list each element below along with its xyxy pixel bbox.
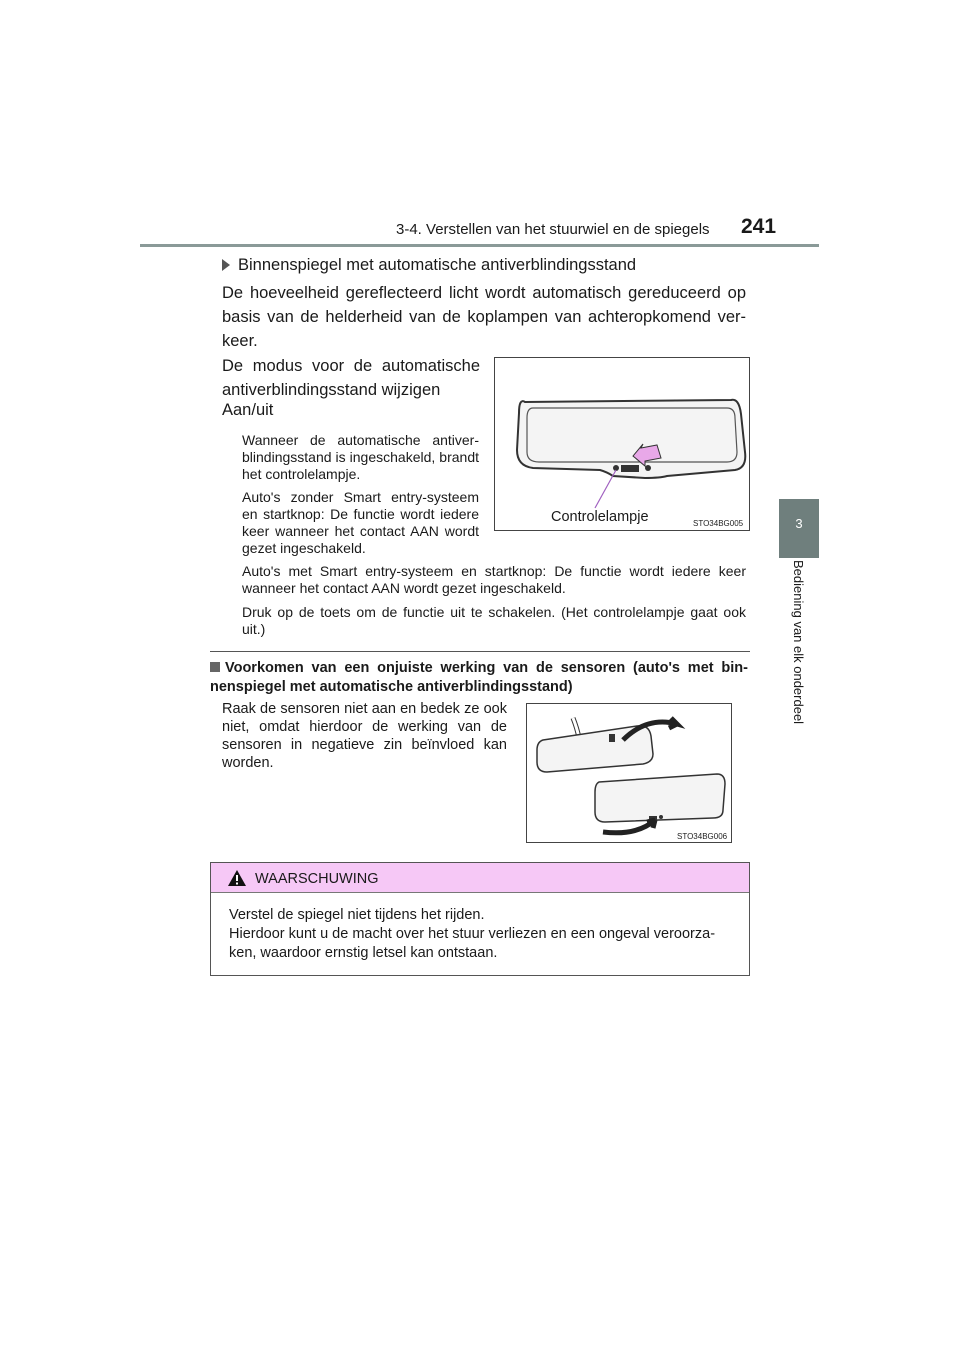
notice-body: Raak de sensoren niet aan en bedek ze ook niet, omdat hierdoor de werking van de sensoren in negatieve zin beïnvloed kan worden. [222,701,507,771]
chapter-number: 3 [795,516,803,531]
on-off-label: Aan/uit [222,401,274,419]
warning-header [211,863,749,893]
warning-box [210,862,750,976]
rear-view-mirror-illustration [495,358,749,530]
notice-heading: Voorkomen van een onjuiste werking van de sensoren (auto's met bin-nenspiegel met automatische antiverblindingsstand) [210,660,748,695]
indicator-label: Controlelampje [551,509,649,525]
section-divider [210,651,750,652]
mirror-figure-2 [526,703,732,843]
mode-heading: De modus voor de automatische antiverblindingsstand wijzigen [222,357,480,399]
square-bullet-icon [210,662,220,672]
mirror-figure-1 [494,357,750,531]
note-disable: Druk op de toets om de functie uit te schakelen. (Het controlelampje gaat ook uit.) [242,604,746,637]
figure-code-2: STO34BG006 [677,832,728,841]
note-indicator: Wanneer de automatische antiver-blindingsstand is ingeschakeld, brandt het controlelampje. [242,432,479,482]
triangle-bullet-icon [222,259,230,271]
note-without-smart-entry: Auto's zonder Smart entry-systeem en startknop: De functie wordt iedere keer wanneer het contact AAN wordt gezet ingeschakeld. [242,489,479,556]
warning-title: WAARSCHUWING [255,871,379,887]
subheading: Binnenspiegel met automatische antiverblindingsstand [222,256,636,275]
sensor-mirror-illustration [527,704,731,842]
intro-paragraph: De hoeveelheid gereflecteerd licht wordt automatisch gereduceerd op basis van de helderheid van de koplampen van achteropkomend ver-keer. [222,284,746,350]
warning-line-1: Verstel de spiegel niet tijdens het rijden. [229,907,485,923]
section-title: 3-4. Verstellen van het stuurwiel en de spiegels [396,221,710,238]
note-with-smart-entry: Auto's met Smart entry-systeem en startknop: De functie wordt iedere keer wanneer het contact AAN wordt gezet ingeschakeld. [242,563,746,596]
warning-line-2: Hierdoor kunt u de macht over het stuur verliezen en een ongeval veroorza- [229,926,716,942]
warning-line-3: ken, waardoor ernstig letsel kan ontstaan. [229,945,498,961]
page-number: 241 [741,215,777,238]
chapter-title: Bediening van elk onderdeel [791,560,806,725]
warning-body [229,906,744,963]
header-divider [140,244,819,247]
warning-triangle-icon [227,869,247,887]
figure-code-1: STO34BG005 [693,519,744,528]
